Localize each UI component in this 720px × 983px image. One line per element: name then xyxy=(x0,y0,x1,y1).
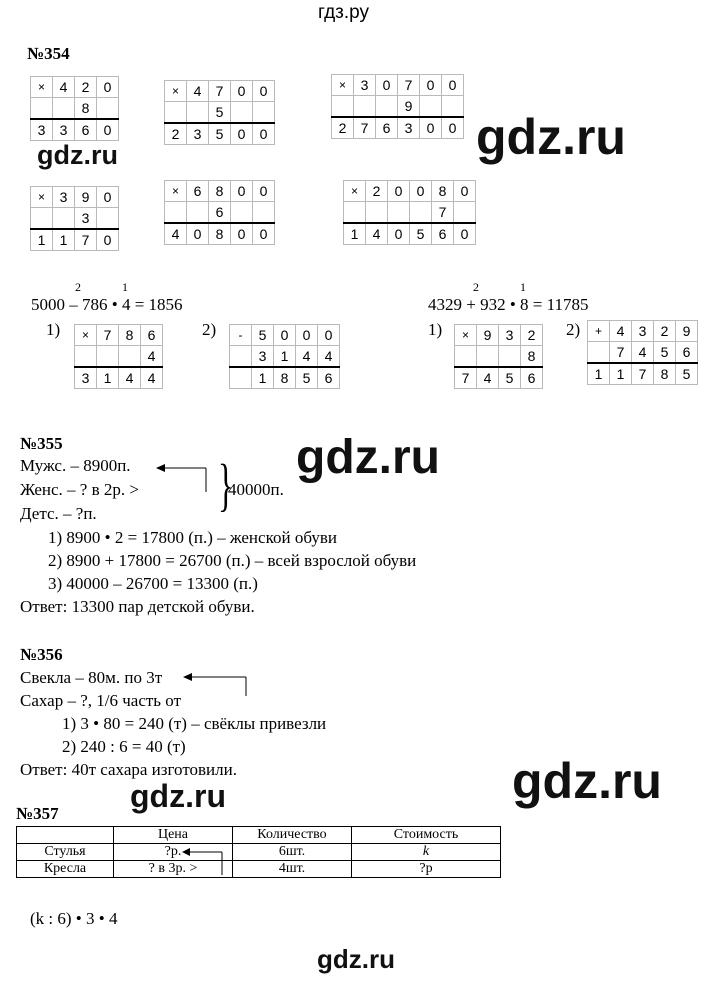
table-cell: ?р xyxy=(352,861,501,878)
digit-cell xyxy=(442,96,464,118)
solution-step: 2) 8900 + 17800 = 26700 (п.) – всей взрослой обуви xyxy=(48,551,417,570)
digit-cell xyxy=(165,102,187,124)
grid-row xyxy=(455,346,543,368)
grid-row xyxy=(165,223,275,245)
grid-row xyxy=(31,229,119,251)
watermark: gdz.ru xyxy=(296,431,440,484)
digit-cell: 6 xyxy=(318,367,340,389)
digit-cell: 6 xyxy=(521,367,543,389)
grid-row xyxy=(165,81,275,102)
grid-row xyxy=(230,346,340,368)
digit-cell: 5 xyxy=(252,325,274,346)
digit-cell: 5 xyxy=(209,102,231,124)
digit-cell: 0 xyxy=(97,187,119,208)
watermark: gdz.ru xyxy=(317,944,395,974)
grid-row xyxy=(344,202,476,224)
digit-cell: 5 xyxy=(499,367,521,389)
watermark: gdz.ru xyxy=(130,778,226,814)
grid-row xyxy=(75,346,163,368)
digit-cell: 9 xyxy=(75,187,97,208)
table-header-row xyxy=(17,827,501,844)
digit-cell: 0 xyxy=(97,77,119,98)
table-row xyxy=(17,861,501,878)
digit-cell: 9 xyxy=(398,96,420,118)
digit-cell: 3 xyxy=(187,123,209,145)
answer: Ответ: 40т сахара изготовили. xyxy=(20,760,237,779)
digit-cell xyxy=(75,346,97,368)
digit-cell: 7 xyxy=(97,325,119,346)
digit-cell: 0 xyxy=(274,325,296,346)
digit-cell xyxy=(499,346,521,368)
digit-cell xyxy=(410,202,432,224)
digit-cell xyxy=(187,202,209,224)
operator-sign: × xyxy=(75,325,97,346)
watermark: gdz.ru xyxy=(512,753,662,809)
digit-cell: 8 xyxy=(654,363,676,385)
digit-cell xyxy=(187,102,209,124)
operator-sign: × xyxy=(455,325,477,346)
digit-cell: 5 xyxy=(209,123,231,145)
grid-row xyxy=(588,342,698,364)
grid-row xyxy=(31,98,119,120)
grid-row xyxy=(332,117,464,139)
digit-cell: 2 xyxy=(332,117,354,139)
multiplication-grid xyxy=(331,74,464,139)
digit-cell: 3 xyxy=(31,119,53,141)
digit-cell xyxy=(119,346,141,368)
digit-cell: 0 xyxy=(97,119,119,141)
digit-cell: 5 xyxy=(676,363,698,385)
digit-cell xyxy=(97,346,119,368)
total-label: 40000п. xyxy=(228,480,284,499)
brace: } xyxy=(218,452,234,517)
digit-cell: 7 xyxy=(632,363,654,385)
digit-cell: 1 xyxy=(53,229,75,251)
digit-cell: 5 xyxy=(410,223,432,245)
task-number: №354 xyxy=(27,44,70,63)
digit-cell: 3 xyxy=(354,75,376,96)
digit-cell: 7 xyxy=(75,229,97,251)
grid-row xyxy=(588,363,698,385)
table-row xyxy=(17,844,501,861)
digit-cell: 0 xyxy=(187,223,209,245)
digit-cell: 3 xyxy=(53,119,75,141)
digit-cell: 0 xyxy=(410,181,432,202)
digit-cell: 0 xyxy=(420,117,442,139)
digit-cell: 0 xyxy=(97,229,119,251)
relation-arrow xyxy=(154,460,214,500)
grid-row xyxy=(455,325,543,346)
digit-cell: 3 xyxy=(75,208,97,230)
grid-row xyxy=(230,325,340,346)
digit-cell xyxy=(53,98,75,120)
digit-cell xyxy=(253,102,275,124)
digit-cell: 6 xyxy=(676,342,698,364)
multiplication-grid xyxy=(74,324,163,389)
digit-cell xyxy=(97,208,119,230)
digit-cell: 4 xyxy=(610,321,632,342)
expression: 5000 – 786 • 4 = 1856 xyxy=(31,295,183,314)
digit-cell xyxy=(388,202,410,224)
digit-cell: 4 xyxy=(165,223,187,245)
digit-cell: 8 xyxy=(119,325,141,346)
grid-row xyxy=(31,187,119,208)
digit-cell xyxy=(332,96,354,118)
grid-row xyxy=(230,367,340,389)
digit-cell: 4 xyxy=(53,77,75,98)
digit-cell: 2 xyxy=(521,325,543,346)
digit-cell: 8 xyxy=(209,181,231,202)
site-header: гдз.ру xyxy=(318,2,370,23)
grid-row xyxy=(75,367,163,389)
data-table xyxy=(16,826,501,878)
digit-cell: 4 xyxy=(119,367,141,389)
multiplication-grid xyxy=(454,324,543,389)
grid-row xyxy=(344,223,476,245)
digit-cell xyxy=(253,202,275,224)
digit-cell: 2 xyxy=(75,77,97,98)
step-label: 1) xyxy=(46,320,61,339)
solution-step: 2) 240 : 6 = 40 (т) xyxy=(62,737,186,756)
watermark: gdz.ru xyxy=(37,140,118,170)
operator-sign: × xyxy=(165,181,187,202)
table-cell: Стулья xyxy=(17,844,114,861)
digit-cell: 4 xyxy=(366,223,388,245)
digit-cell: 8 xyxy=(274,367,296,389)
digit-cell: 2 xyxy=(366,181,388,202)
order-mark: 1 xyxy=(520,280,526,294)
relation-arrow xyxy=(180,668,250,702)
operator-sign: × xyxy=(165,81,187,102)
multiplication-grid xyxy=(30,186,119,251)
table-cell: k xyxy=(352,844,501,861)
digit-cell: 0 xyxy=(231,223,253,245)
digit-cell xyxy=(477,346,499,368)
digit-cell xyxy=(53,208,75,230)
digit-cell: 6 xyxy=(75,119,97,141)
digit-cell: 7 xyxy=(398,75,420,96)
order-mark: 2 xyxy=(75,280,81,294)
digit-cell: 2 xyxy=(654,321,676,342)
formula: (k : 6) • 3 • 4 xyxy=(30,909,118,928)
digit-cell: 0 xyxy=(253,123,275,145)
digit-cell: 8 xyxy=(521,346,543,368)
digit-cell: 5 xyxy=(654,342,676,364)
relation-arrow xyxy=(180,845,230,881)
step-label: 2) xyxy=(566,320,581,339)
addition-grid xyxy=(587,320,698,385)
digit-cell: 4 xyxy=(187,81,209,102)
digit-cell: 0 xyxy=(318,325,340,346)
table-cell: ? в 3р. > xyxy=(114,861,233,878)
task-number: №357 xyxy=(16,804,59,823)
operator-sign: × xyxy=(31,77,53,98)
digit-cell xyxy=(455,346,477,368)
grid-row xyxy=(455,367,543,389)
digit-cell: 6 xyxy=(187,181,209,202)
operator-sign: - xyxy=(230,325,252,346)
multiplication-grid xyxy=(30,76,119,141)
digit-cell: 4 xyxy=(632,342,654,364)
multiplication-grid xyxy=(164,180,275,245)
digit-cell xyxy=(454,202,476,224)
grid-row xyxy=(165,123,275,145)
task-number: №355 xyxy=(20,434,63,453)
digit-cell xyxy=(31,98,53,120)
digit-cell: 8 xyxy=(75,98,97,120)
digit-cell: 3 xyxy=(632,321,654,342)
digit-cell: 7 xyxy=(354,117,376,139)
grid-row xyxy=(165,102,275,124)
grid-row xyxy=(332,75,464,96)
digit-cell xyxy=(230,367,252,389)
digit-cell: 0 xyxy=(253,223,275,245)
digit-cell: 0 xyxy=(296,325,318,346)
digit-cell: 2 xyxy=(165,123,187,145)
watermark: gdz.ru xyxy=(476,109,626,165)
digit-cell: 1 xyxy=(588,363,610,385)
table-header xyxy=(17,827,114,844)
digit-cell: 4 xyxy=(141,367,163,389)
digit-cell: 6 xyxy=(209,202,231,224)
digit-cell: 0 xyxy=(442,75,464,96)
digit-cell xyxy=(588,342,610,364)
table-header: Количество xyxy=(233,827,352,844)
digit-cell: 0 xyxy=(442,117,464,139)
digit-cell: 7 xyxy=(455,367,477,389)
condition-line: Детс. – ?п. xyxy=(20,504,97,523)
digit-cell: 0 xyxy=(388,181,410,202)
digit-cell: 4 xyxy=(318,346,340,368)
grid-row xyxy=(588,321,698,342)
digit-cell: 3 xyxy=(252,346,274,368)
digit-cell: 3 xyxy=(499,325,521,346)
digit-cell: 6 xyxy=(141,325,163,346)
expression: 4329 + 932 • 8 = 11785 xyxy=(428,295,589,314)
digit-cell xyxy=(165,202,187,224)
solution-step: 3) 40000 – 26700 = 13300 (п.) xyxy=(48,574,258,593)
digit-cell: 0 xyxy=(376,75,398,96)
digit-cell xyxy=(344,202,366,224)
condition-line: Женс. – ? в 2р. > xyxy=(20,480,139,499)
multiplication-grid xyxy=(164,80,275,145)
multiplication-grid xyxy=(343,180,476,245)
digit-cell: 3 xyxy=(53,187,75,208)
table-cell: 4шт. xyxy=(233,861,352,878)
step-label: 1) xyxy=(428,320,443,339)
task-number: №356 xyxy=(20,645,63,664)
operator-sign: + xyxy=(588,321,610,342)
digit-cell: 0 xyxy=(454,181,476,202)
digit-cell: 1 xyxy=(610,363,632,385)
solution-step: 1) 3 • 80 = 240 (т) – свёклы привезли xyxy=(62,714,327,733)
digit-cell xyxy=(230,346,252,368)
digit-cell xyxy=(420,96,442,118)
digit-cell: 7 xyxy=(610,342,632,364)
digit-cell: 9 xyxy=(676,321,698,342)
digit-cell: 5 xyxy=(296,367,318,389)
digit-cell: 8 xyxy=(432,181,454,202)
digit-cell xyxy=(31,208,53,230)
table-cell: 6шт. xyxy=(233,844,352,861)
digit-cell: 6 xyxy=(376,117,398,139)
table-header: Стоимость xyxy=(352,827,501,844)
digit-cell: 1 xyxy=(97,367,119,389)
operator-sign: × xyxy=(332,75,354,96)
order-mark: 1 xyxy=(122,280,128,294)
digit-cell: 7 xyxy=(209,81,231,102)
digit-cell: 8 xyxy=(209,223,231,245)
digit-cell xyxy=(354,96,376,118)
order-mark: 2 xyxy=(473,280,479,294)
digit-cell xyxy=(366,202,388,224)
grid-row xyxy=(75,325,163,346)
digit-cell: 3 xyxy=(398,117,420,139)
table-cell: Кресла xyxy=(17,861,114,878)
digit-cell: 4 xyxy=(477,367,499,389)
condition-line: Мужс. – 8900п. xyxy=(20,456,131,475)
digit-cell: 3 xyxy=(75,367,97,389)
operator-sign: × xyxy=(344,181,366,202)
solution-step: 1) 8900 • 2 = 17800 (п.) – женской обуви xyxy=(48,528,337,547)
digit-cell: 1 xyxy=(31,229,53,251)
answer: Ответ: 13300 пар детской обуви. xyxy=(20,597,255,616)
digit-cell: 0 xyxy=(454,223,476,245)
grid-row xyxy=(165,181,275,202)
digit-cell: 0 xyxy=(388,223,410,245)
digit-cell: 0 xyxy=(231,123,253,145)
digit-cell: 9 xyxy=(477,325,499,346)
grid-row xyxy=(31,77,119,98)
digit-cell xyxy=(231,202,253,224)
digit-cell: 1 xyxy=(274,346,296,368)
grid-row xyxy=(344,181,476,202)
digit-cell: 0 xyxy=(231,81,253,102)
grid-row xyxy=(31,208,119,230)
table-header: Цена xyxy=(114,827,233,844)
digit-cell: 0 xyxy=(253,181,275,202)
grid-row xyxy=(332,96,464,118)
digit-cell: 6 xyxy=(432,223,454,245)
condition-line: Сахар – ?, 1/6 часть от xyxy=(20,691,182,710)
digit-cell: 1 xyxy=(344,223,366,245)
digit-cell xyxy=(231,102,253,124)
operator-sign: × xyxy=(31,187,53,208)
digit-cell: 0 xyxy=(420,75,442,96)
subtraction-grid xyxy=(229,324,340,389)
digit-cell: 4 xyxy=(296,346,318,368)
grid-row xyxy=(165,202,275,224)
step-label: 2) xyxy=(202,320,217,339)
digit-cell: 0 xyxy=(231,181,253,202)
grid-row xyxy=(31,119,119,141)
digit-cell xyxy=(376,96,398,118)
digit-cell xyxy=(97,98,119,120)
digit-cell: 1 xyxy=(252,367,274,389)
digit-cell: 4 xyxy=(141,346,163,368)
digit-cell: 7 xyxy=(432,202,454,224)
condition-line: Свекла – 80м. по 3т xyxy=(20,668,163,687)
digit-cell: 0 xyxy=(253,81,275,102)
table-cell: ?р. xyxy=(114,844,233,861)
